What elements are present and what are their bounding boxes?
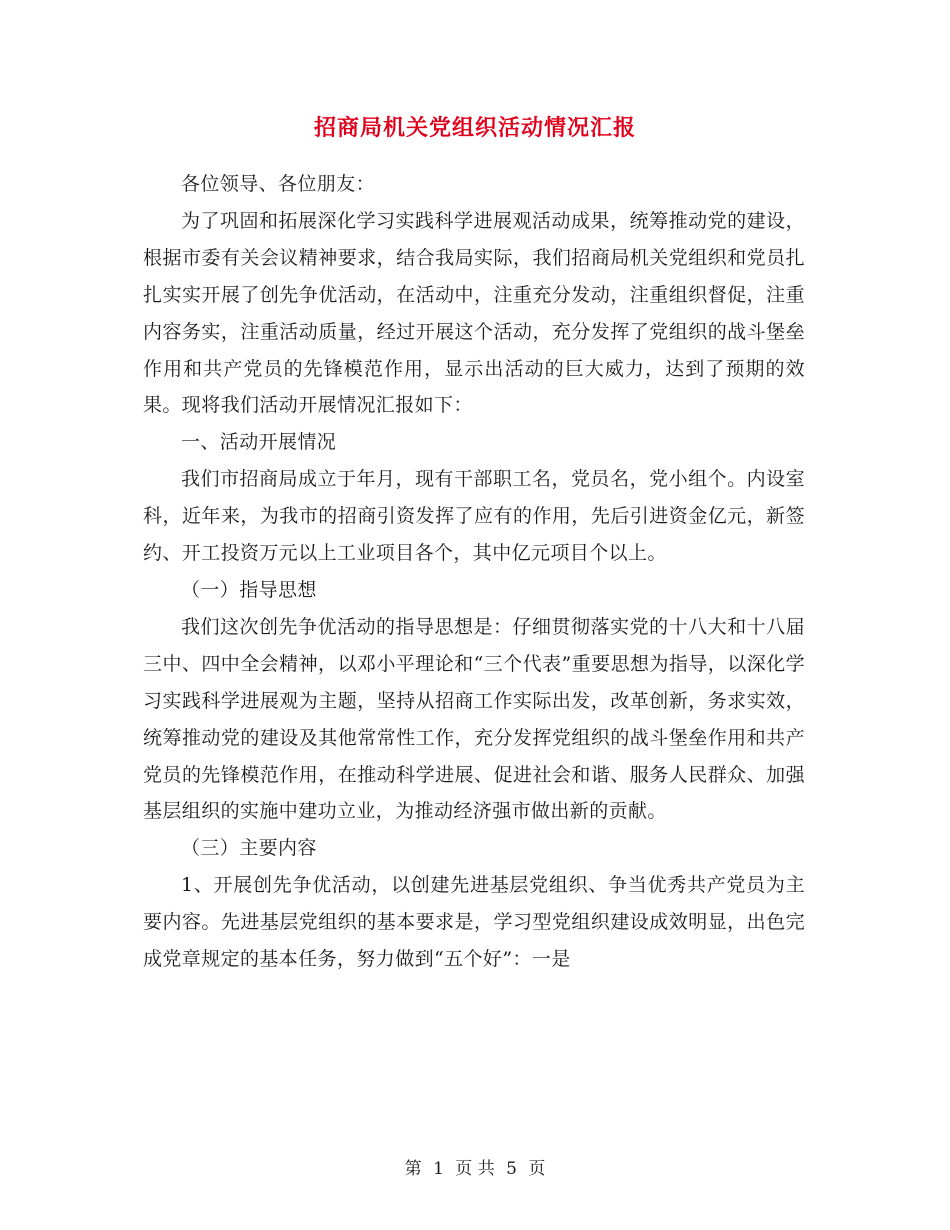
subsection-heading-guiding-thought: （一）指导思想 xyxy=(181,578,317,601)
salutation-paragraph: 各位领导、各位朋友： xyxy=(181,173,376,195)
footer-prefix: 第 xyxy=(404,1159,422,1179)
subsection-heading-main-content: （三）主要内容 xyxy=(181,837,317,860)
section-heading-activity: 一、活动开展情况 xyxy=(181,431,337,454)
activity-paragraph: 我们市招商局成立于年月，现有干部职工名，党员名，党小组个。内设室科，近年来，为我市的招商引资发挥了应有的作用，先后引进资金亿元，新签约、开工投资万元以上工业项目各个，其中亿元项目个以上。 xyxy=(143,468,805,565)
footer-total-pages: 5 xyxy=(506,1159,517,1179)
footer-middle: 页 共 xyxy=(455,1159,495,1179)
page-footer xyxy=(0,1157,950,1181)
footer-suffix: 页 xyxy=(528,1159,546,1179)
document-body xyxy=(143,166,805,978)
guiding-thought-paragraph: 我们这次创先争优活动的指导思想是：仔细贯彻落实党的十八大和十八届三中、四中全会精神，以邓小平理论和“三个代表”重要思想为指导，以深化学习实践科学进展观为主题，坚持从招商工作实际出发，改革创新，务求实效，统筹推动党的建设及其他常常性工作，充分发挥党组织的战斗堡垒作用和共产党员的先锋模范作用，在推动科学进展、促进社会和谐、服务人民群众、加强基层组织的实施中建功立业，为推动经济强市做出新的贡献。 xyxy=(143,615,805,823)
main-content-paragraph: 1、开展创先争优活动，以创建先进基层党组织、争当优秀共产党员为主要内容。先进基层党组织的基本要求是，学习型党组织建设成效明显，出色完成党章规定的基本任务，努力做到“五个好”：一是 xyxy=(143,874,805,971)
footer-page-number: 1 xyxy=(433,1159,444,1179)
intro-paragraph: 为了巩固和拓展深化学习实践科学进展观活动成果，统筹推动党的建设，根据市委有关会议精神要求，结合我局实际，我们招商局机关党组织和党员扎扎实实开展了创先争优活动，在活动中，注重充分发动，注重组织督促，注重内容务实，注重活动质量，经过开展这个活动，充分发挥了党组织的战斗堡垒作用和共产党员的先锋模范作用，显示出活动的巨大威力，达到了预期的效果。现将我们活动开展情况汇报如下： xyxy=(143,209,805,417)
document-title: 招商局机关党组织活动情况汇报 xyxy=(313,115,636,141)
